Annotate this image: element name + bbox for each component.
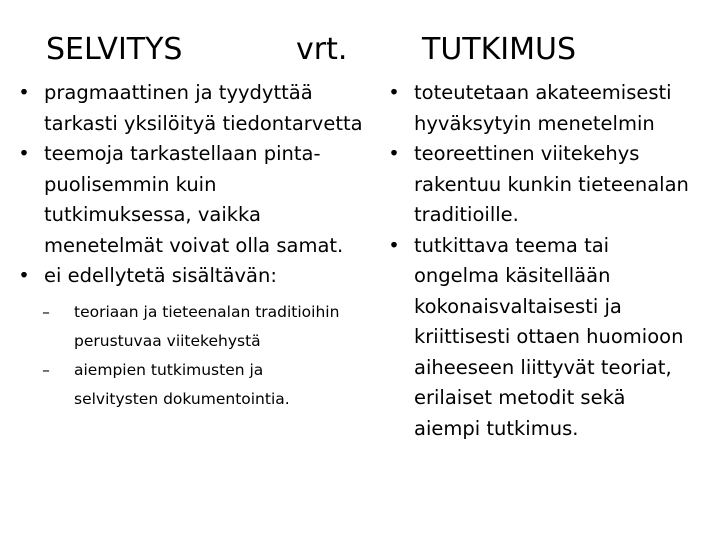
left-column: [14, 78, 394, 414]
bullet-text-line: toteutetaan akateemisesti: [414, 81, 672, 104]
left-bullet-1: [14, 78, 394, 139]
bullet-icon: •: [18, 81, 30, 104]
bullet-icon: •: [388, 233, 400, 257]
bullet-text-line: ongelma käsitellään: [414, 264, 611, 287]
right-bullet-3: [384, 231, 720, 445]
left-bullet-2: [14, 139, 394, 261]
left-sub-bullet-2: [14, 356, 394, 414]
bullet-text-line: rakentuu kunkin tieteenalan: [414, 172, 689, 196]
bullet-text-line: puolisemmin kuin: [44, 172, 217, 196]
sub-bullet-text-line: teoriaan ja tieteenalan traditioihin: [74, 302, 340, 321]
right-bullet-2: [384, 139, 720, 231]
bullet-text-line: traditioille.: [414, 203, 519, 226]
dash-icon: –: [42, 360, 50, 379]
bullet-text-line: tutkimuksessa, vaikka: [44, 203, 261, 226]
sub-bullet-text-line: selvitysten dokumentointia.: [74, 389, 290, 408]
bullet-text-line: aiempi tutkimus.: [414, 416, 579, 440]
bullet-text-line: teoreettinen viitekehys: [414, 142, 640, 165]
left-bullet-3: [14, 261, 394, 292]
bullet-icon: •: [18, 264, 30, 287]
bullet-icon: •: [18, 142, 30, 165]
bullet-text-line: hyväksytyin menetelmin: [414, 111, 655, 135]
bullet-text-line: tarkasti yksilöityä tiedontarvetta: [44, 111, 363, 135]
sub-bullet-text-line: perustuvaa viitekehystä: [74, 331, 261, 350]
bullet-text-line: kokonaisvaltaisesti ja: [414, 294, 622, 318]
bullet-text-line: ei edellytetä sisältävän:: [44, 264, 277, 287]
left-sub-bullet-1: [14, 298, 394, 356]
sub-bullet-text-line: aiempien tutkimusten ja: [74, 360, 264, 379]
bullet-icon: •: [388, 81, 400, 104]
right-bullet-1: [384, 78, 720, 139]
bullet-text-line: tutkittava teema tai: [414, 233, 610, 257]
dash-icon: –: [42, 302, 50, 321]
bullet-text-line: menetelmät voivat olla samat.: [44, 233, 344, 257]
bullet-text-line: kriittisesti ottaen huomioon: [414, 325, 684, 348]
bullet-text-line: aiheeseen liittyvät teoriat,: [414, 355, 672, 379]
title-selvitys: SELVITYS: [46, 32, 183, 67]
title-tutkimus: TUTKIMUS: [422, 32, 577, 67]
bullet-text-line: erilaiset metodit sekä: [414, 386, 626, 409]
bullet-icon: •: [388, 142, 400, 165]
bullet-text-line: teemoja tarkastellaan pinta-: [44, 142, 321, 165]
right-column: [384, 78, 720, 444]
bullet-text-line: pragmaattinen ja tyydyttää: [44, 81, 313, 104]
title-versus: vrt.: [296, 32, 348, 67]
